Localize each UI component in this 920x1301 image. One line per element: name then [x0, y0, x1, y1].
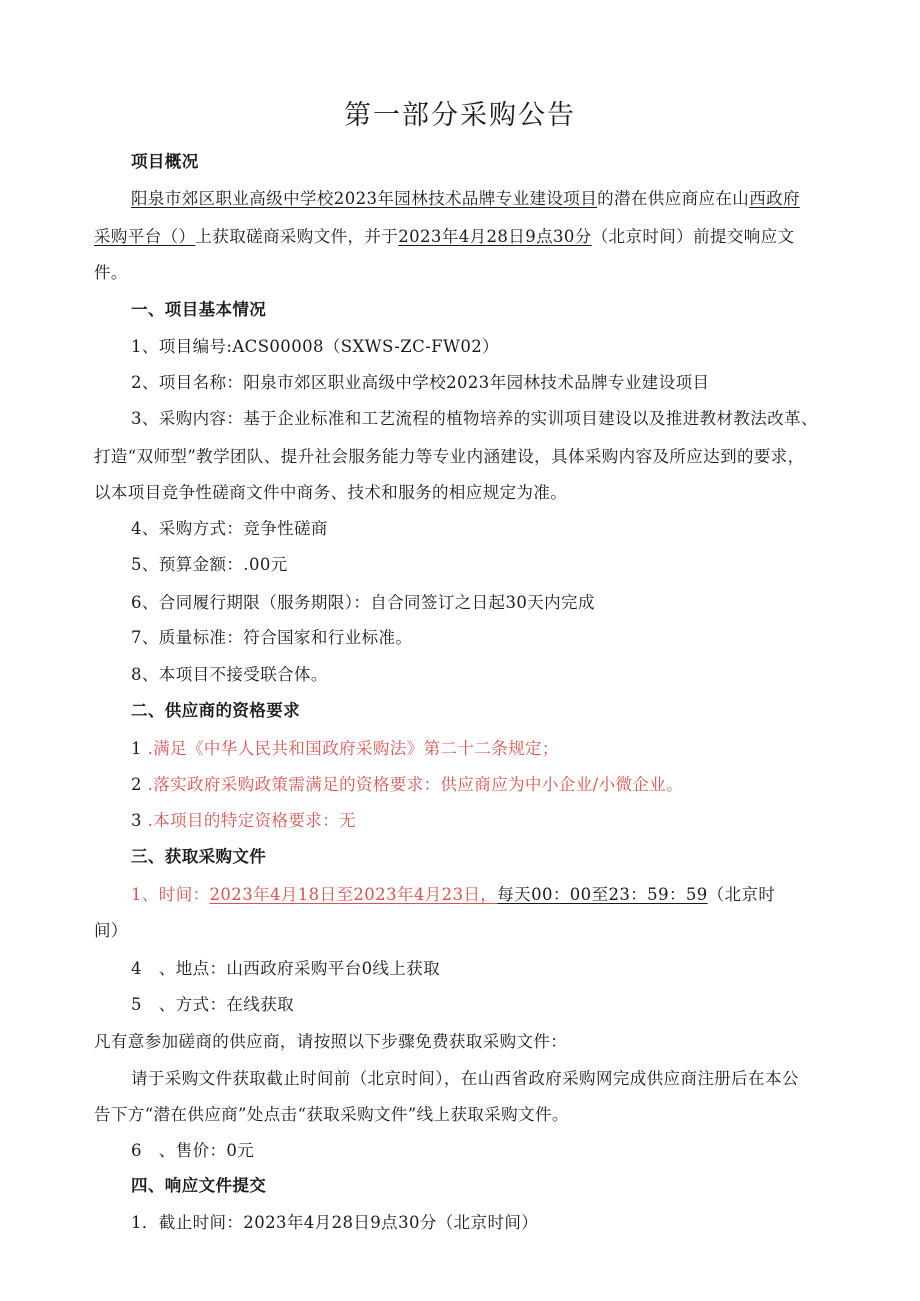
page-title: 第一部分采购公告	[344, 100, 576, 131]
overview-heading: 项目概况	[131, 152, 199, 171]
procurement-content-line-3: 以本项目竞争性磋商文件中商务、技术和服务的相应规定为准。	[94, 483, 568, 502]
procurement-method: 4、采购方式：竞争性磋商	[131, 519, 328, 538]
acquisition-place: 4 、地点：山西政府采购平台0线上获取	[131, 959, 441, 978]
requirement-text: .落实政府采购政策需满足的资格要求：供应商应为中小企业/小微企业。	[147, 775, 684, 794]
overview-line-2	[94, 226, 824, 248]
acquisition-time	[131, 884, 824, 906]
platform-name-cont: 采购平台（）	[94, 227, 196, 246]
submission-deadline: 2023年4月28日9点30分	[398, 227, 592, 246]
timezone-note: （北京时	[707, 885, 776, 904]
requirement-text: .满足《中华人民共和国政府采购法》第二十二条规定；	[147, 739, 559, 758]
requirement-number: 3	[131, 811, 142, 830]
document-price: 6 、售价：0元	[131, 1141, 255, 1160]
overview-text: （北京时间）前提交响应文	[591, 227, 795, 246]
overview-line-3: 件。	[94, 263, 128, 282]
section-3-heading: 三、获取采购文件	[131, 847, 267, 866]
overview-line-1	[131, 188, 824, 210]
budget-amount: 5、预算金额：.00元	[131, 555, 288, 574]
time-range: 2023年4月18日至2023年4月23日，	[209, 885, 498, 904]
platform-name: 西政府	[749, 189, 800, 208]
requirement-1	[131, 738, 824, 760]
overview-text: 的潜在供应商应在山	[597, 189, 750, 208]
time-label: 1、时间：	[131, 885, 210, 904]
submission-deadline-line: 1．截止时间：2023年4月28日9点30分（北京时间）	[131, 1213, 539, 1232]
acquisition-steps-line-2: 告下方“潜在供应商”处点击“获取采购文件”线上获取采购文件。	[94, 1105, 569, 1124]
overview-text: 上获取磋商采购文件，并于	[195, 227, 399, 246]
requirement-3	[131, 810, 824, 832]
project-number: 1、项目编号:ACS00008（SXWS-ZC-FW02）	[131, 337, 500, 356]
acquisition-intro: 凡有意参加磋商的供应商，请按照以下步骤免费获取采购文件：	[94, 1032, 568, 1051]
acquisition-time-cont: 间）	[94, 921, 128, 940]
requirement-number: 1	[131, 739, 142, 758]
project-name-link: 阳泉市郊区职业高级中学校2023年园林技术品牌专业建设项目	[131, 189, 598, 208]
acquisition-method: 5 、方式：在线获取	[131, 995, 294, 1014]
requirement-number: 2	[131, 775, 142, 794]
section-1-heading: 一、项目基本情况	[131, 300, 267, 319]
procurement-content-line-2: 打造“双师型”教学团队、提升社会服务能力等专业内涵建设，具体采购内容及所应达到的要求，	[94, 447, 805, 466]
section-4-heading: 四、响应文件提交	[131, 1176, 267, 1195]
section-2-heading: 二、供应商的资格要求	[131, 701, 300, 720]
acquisition-steps-line-1: 请于采购文件获取截止时间前（北京时间），在山西省政府采购网完成供应商注册后在本公	[131, 1069, 799, 1088]
no-consortium: 8、本项目不接受联合体。	[131, 665, 328, 684]
requirement-text: .本项目的特定资格要求：无	[147, 811, 357, 830]
requirement-2	[131, 774, 824, 796]
procurement-content-line-1: 3、采购内容：基于企业标准和工艺流程的植物培养的实训项目建设以及推进教材教法改革、	[131, 409, 818, 428]
project-name: 2、项目名称：阳泉市郊区职业高级中学校2023年园林技术品牌专业建设项目	[131, 373, 710, 392]
contract-period: 6、合同履行期限（服务期限）：自合同签订之日起30天内完成	[131, 593, 595, 612]
daily-hours: 每天00：00至23：59：59	[497, 885, 708, 904]
quality-standard: 7、质量标准：符合国家和行业标准。	[131, 628, 413, 647]
